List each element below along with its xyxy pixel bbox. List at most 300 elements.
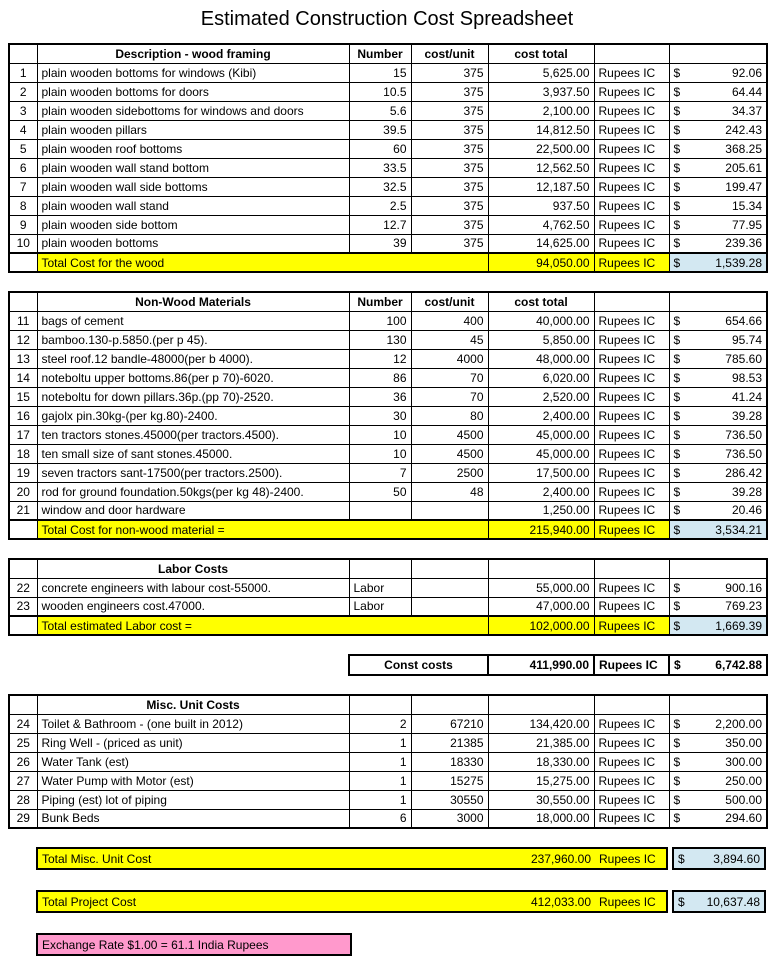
row-number-cell: 13: [9, 349, 37, 368]
description-cell: Water Pump with Motor (est): [37, 771, 349, 790]
usd-cell: [669, 597, 767, 616]
usd-amount: 1,669.39: [715, 618, 762, 633]
number-cell: 60: [349, 139, 411, 158]
dollar-sign: $: [673, 792, 681, 807]
row-number-cell: 4: [9, 120, 37, 139]
currency-cell: Rupees IC: [594, 177, 669, 196]
usd-cell: [669, 444, 767, 463]
usd-amount: 199.47: [725, 179, 762, 194]
table-row: [9, 425, 767, 444]
currency-cell: Rupees IC: [594, 444, 669, 463]
blank-cell: [9, 616, 37, 635]
description-cell: Bunk Beds: [37, 809, 349, 828]
currency-cell: Rupees IC: [594, 368, 669, 387]
cost-unit-cell: 30550: [411, 790, 488, 809]
description-cell: window and door hardware: [37, 501, 349, 520]
table-row: [9, 349, 767, 368]
col-header-number: Number: [349, 44, 411, 63]
usd-cell: [669, 578, 767, 597]
table-row: [9, 82, 767, 101]
cost-unit-cell: 18330: [411, 752, 488, 771]
description-cell: gajolx pin.30kg-(per kg.80)-2400.: [37, 406, 349, 425]
usd-cell: [669, 790, 767, 809]
currency-cell: Rupees IC: [594, 63, 669, 82]
usd-cell: [669, 368, 767, 387]
usd-cell: [669, 215, 767, 234]
number-cell: 2: [349, 714, 411, 733]
usd-cell: [669, 771, 767, 790]
description-cell: plain wooden wall stand: [37, 196, 349, 215]
col-header-usd: [669, 559, 767, 578]
usd-amount: 300.00: [725, 754, 762, 769]
usd-cell: [669, 733, 767, 752]
table-row: [9, 177, 767, 196]
const-costs-amount: 411,990.00: [488, 655, 594, 675]
total-label: Total Cost for the wood: [37, 253, 488, 272]
cost-unit-cell: 48: [411, 482, 488, 501]
row-number-cell: 27: [9, 771, 37, 790]
const-costs-row: [348, 654, 768, 676]
cost-total-cell: 5,850.00: [488, 330, 594, 349]
number-cell: 1: [349, 771, 411, 790]
dollar-sign: $: [673, 599, 681, 614]
usd-amount: 64.44: [731, 84, 762, 99]
row-number-cell: 9: [9, 215, 37, 234]
usd-cell: [669, 330, 767, 349]
row-number-cell: 10: [9, 234, 37, 253]
dollar-sign: $: [673, 103, 681, 118]
col-header-currency: [594, 559, 669, 578]
row-number-cell: 15: [9, 387, 37, 406]
currency-cell: Rupees IC: [594, 234, 669, 253]
description-cell: Water Tank (est): [37, 752, 349, 771]
table-row: [9, 120, 767, 139]
number-cell: 2.5: [349, 196, 411, 215]
usd-amount: 41.24: [731, 389, 762, 404]
description-cell: Toilet & Bathroom - (one built in 2012): [37, 714, 349, 733]
total-project-cost-row: [36, 890, 766, 913]
col-header-number: [349, 559, 411, 578]
cost-unit-cell: 70: [411, 368, 488, 387]
usd-amount: 250.00: [725, 773, 762, 788]
dollar-sign: $: [673, 122, 681, 137]
dollar-sign: $: [678, 894, 685, 909]
number-cell: 1: [349, 733, 411, 752]
table-row: [9, 368, 767, 387]
row-number-cell: 29: [9, 809, 37, 828]
total-amount: 94,050.00: [488, 253, 594, 272]
total-amount: 412,033.00: [530, 894, 591, 909]
cost-total-cell: 2,100.00: [488, 101, 594, 120]
total-usd-cell: [669, 520, 767, 539]
currency-cell: Rupees IC: [594, 349, 669, 368]
usd-cell: [669, 120, 767, 139]
exchange-rate-note: [36, 933, 352, 956]
blank-cell: [9, 520, 37, 539]
currency-cell: Rupees IC: [594, 158, 669, 177]
usd-amount: 98.53: [731, 370, 762, 385]
total-amount: 215,940.00: [488, 520, 594, 539]
currency-cell: Rupees IC: [594, 809, 669, 828]
currency-cell: Rupees IC: [594, 463, 669, 482]
usd-amount: 736.50: [725, 446, 762, 461]
row-number-cell: 2: [9, 82, 37, 101]
usd-amount: 350.00: [725, 735, 762, 750]
dollar-sign: $: [674, 658, 681, 672]
cost-unit-cell: 70: [411, 387, 488, 406]
usd-cell: [669, 349, 767, 368]
cost-unit-cell: 375: [411, 139, 488, 158]
table-row: [9, 63, 767, 82]
col-header-cost-unit: [411, 559, 488, 578]
usd-amount: 15.34: [731, 198, 762, 213]
dollar-sign: $: [673, 465, 681, 480]
exchange-rate-text: Exchange Rate $1.00 = 61.1 India Rupees: [42, 937, 269, 952]
currency-cell: Rupees IC: [594, 82, 669, 101]
dollar-sign: $: [673, 160, 681, 175]
table-row: [9, 158, 767, 177]
usd-amount: 77.95: [731, 217, 762, 232]
col-header-number: [349, 695, 411, 714]
table-row: [9, 234, 767, 253]
table-row: [9, 139, 767, 158]
number-cell: 50: [349, 482, 411, 501]
page-title: Estimated Construction Cost Spreadsheet: [200, 8, 574, 30]
description-cell: ten small size of sant stones.45000.: [37, 444, 349, 463]
cost-unit-cell: 4500: [411, 444, 488, 463]
dollar-sign: $: [673, 408, 681, 423]
table-row: [9, 733, 767, 752]
dollar-sign: $: [673, 198, 681, 213]
description-cell: plain wooden roof bottoms: [37, 139, 349, 158]
table-row: [9, 501, 767, 520]
table-row: [9, 597, 767, 616]
row-number-cell: 8: [9, 196, 37, 215]
table-row: [9, 311, 767, 330]
cost-unit-cell: 45: [411, 330, 488, 349]
wood-total-row: [9, 253, 767, 272]
col-header-cost-total: [488, 695, 594, 714]
section-title-labor: Labor Costs: [37, 559, 349, 578]
usd-cell: [669, 387, 767, 406]
currency-cell: Rupees IC: [594, 215, 669, 234]
currency-cell: Rupees IC: [594, 733, 669, 752]
number-cell: 36: [349, 387, 411, 406]
table-row: [9, 482, 767, 501]
currency-cell: Rupees IC: [594, 578, 669, 597]
total-label: Total Cost for non-wood material =: [37, 520, 488, 539]
cost-unit-cell: 375: [411, 177, 488, 196]
currency-cell: Rupees IC: [594, 387, 669, 406]
total-usd-cell: [669, 253, 767, 272]
cost-total-cell: 15,275.00: [488, 771, 594, 790]
usd-cell: [669, 177, 767, 196]
dollar-sign: $: [673, 255, 681, 270]
non-wood-table: [8, 291, 768, 540]
table-row: [9, 387, 767, 406]
currency-cell: Rupees IC: [594, 714, 669, 733]
usd-amount: 2,200.00: [715, 716, 762, 731]
col-header-number: Number: [349, 292, 411, 311]
dollar-sign: $: [673, 141, 681, 156]
labor-header-row: [9, 559, 767, 578]
dollar-sign: $: [673, 370, 681, 385]
currency-cell: Rupees IC: [594, 597, 669, 616]
cost-total-cell: 2,520.00: [488, 387, 594, 406]
currency-cell: Rupees IC: [594, 139, 669, 158]
usd-amount: 500.00: [725, 792, 762, 807]
usd-amount: 6,742.88: [715, 658, 762, 672]
cost-unit-cell: [411, 597, 488, 616]
currency-cell: Rupees IC: [594, 406, 669, 425]
section-title-nonwood: Non-Wood Materials: [37, 292, 349, 311]
currency-cell: Rupees IC: [594, 101, 669, 120]
corner-cell: [9, 559, 37, 578]
usd-cell: [669, 714, 767, 733]
cost-total-cell: 30,550.00: [488, 790, 594, 809]
cost-total-cell: 12,562.50: [488, 158, 594, 177]
usd-amount: 39.28: [731, 408, 762, 423]
usd-cell: [669, 752, 767, 771]
dollar-sign: $: [673, 522, 681, 537]
usd-amount: 3,894.60: [713, 851, 760, 866]
col-header-usd: [669, 44, 767, 63]
usd-amount: 3,534.21: [715, 522, 762, 537]
cost-total-cell: 47,000.00: [488, 597, 594, 616]
description-cell: plain wooden side bottom: [37, 215, 349, 234]
total-label: Total estimated Labor cost =: [37, 616, 488, 635]
cost-total-cell: 134,420.00: [488, 714, 594, 733]
description-cell: noteboltu upper bottoms.86(per p 70)-6020.: [37, 368, 349, 387]
description-cell: Piping (est) lot of piping: [37, 790, 349, 809]
dollar-sign: $: [673, 236, 681, 251]
corner-cell: [9, 695, 37, 714]
description-cell: plain wooden wall stand bottom: [37, 158, 349, 177]
table-row: [9, 790, 767, 809]
total-currency: Rupees IC: [599, 851, 656, 866]
description-cell: plain wooden wall side bottoms: [37, 177, 349, 196]
col-header-usd: [669, 292, 767, 311]
cost-unit-cell: [411, 578, 488, 597]
description-cell: plain wooden sidebottoms for windows and doors: [37, 101, 349, 120]
total-amount: 102,000.00: [488, 616, 594, 635]
table-row: [9, 444, 767, 463]
usd-amount: 1,539.28: [715, 255, 762, 270]
cost-unit-cell: 375: [411, 215, 488, 234]
cost-unit-cell: 4000: [411, 349, 488, 368]
usd-cell: [669, 311, 767, 330]
table-row: [9, 196, 767, 215]
row-number-cell: 5: [9, 139, 37, 158]
const-costs-usd-cell: [669, 655, 767, 675]
usd-cell: [669, 501, 767, 520]
cost-total-cell: 2,400.00: [488, 406, 594, 425]
dollar-sign: $: [678, 851, 685, 866]
cost-total-cell: 14,625.00: [488, 234, 594, 253]
cost-total-cell: 17,500.00: [488, 463, 594, 482]
description-cell: seven tractors sant-17500(per tractors.2500).: [37, 463, 349, 482]
row-number-cell: 22: [9, 578, 37, 597]
non-wood-header-row: [9, 292, 767, 311]
number-cell: 86: [349, 368, 411, 387]
usd-cell: [669, 158, 767, 177]
col-header-currency: [594, 695, 669, 714]
cost-total-cell: 12,187.50: [488, 177, 594, 196]
total-currency: Rupees IC: [599, 894, 656, 909]
total-misc-unit-cost-row: [36, 847, 766, 870]
cost-total-cell: 45,000.00: [488, 425, 594, 444]
dollar-sign: $: [673, 217, 681, 232]
total-misc-bar: [36, 847, 668, 870]
row-number-cell: 26: [9, 752, 37, 771]
number-cell: 32.5: [349, 177, 411, 196]
section-title-wood: Description - wood framing: [37, 44, 349, 63]
dollar-sign: $: [673, 811, 681, 826]
usd-amount: 239.36: [725, 236, 762, 251]
row-number-cell: 3: [9, 101, 37, 120]
row-number-cell: 24: [9, 714, 37, 733]
number-cell: 30: [349, 406, 411, 425]
cost-unit-cell: 67210: [411, 714, 488, 733]
cost-total-cell: 18,330.00: [488, 752, 594, 771]
currency-cell: Rupees IC: [594, 790, 669, 809]
cost-total-cell: 55,000.00: [488, 578, 594, 597]
cost-unit-cell: 375: [411, 120, 488, 139]
dollar-sign: $: [673, 754, 681, 769]
dollar-sign: $: [673, 484, 681, 499]
section-title-misc: Misc. Unit Costs: [37, 695, 349, 714]
dollar-sign: $: [673, 84, 681, 99]
currency-cell: Rupees IC: [594, 120, 669, 139]
cost-unit-cell: 3000: [411, 809, 488, 828]
cost-unit-cell: 2500: [411, 463, 488, 482]
usd-amount: 20.46: [731, 503, 762, 518]
description-cell: concrete engineers with labour cost-55000.: [37, 578, 349, 597]
const-costs-currency: Rupees IC: [594, 655, 669, 675]
cost-unit-cell: 21385: [411, 733, 488, 752]
dollar-sign: $: [673, 351, 681, 366]
misc-header-row: [9, 695, 767, 714]
const-costs-label: Const costs: [349, 655, 488, 675]
wood-framing-table: [8, 43, 768, 273]
row-number-cell: 17: [9, 425, 37, 444]
total-amount: 237,960.00: [530, 851, 591, 866]
total-currency: Rupees IC: [594, 253, 669, 272]
cost-total-cell: 6,020.00: [488, 368, 594, 387]
cost-total-cell: 5,625.00: [488, 63, 594, 82]
row-number-cell: 19: [9, 463, 37, 482]
dollar-sign: $: [673, 773, 681, 788]
corner-cell: [9, 292, 37, 311]
row-number-cell: 7: [9, 177, 37, 196]
corner-cell: [9, 44, 37, 63]
row-number-cell: 23: [9, 597, 37, 616]
non-wood-total-row: [9, 520, 767, 539]
description-cell: rod for ground foundation.50kgs(per kg 48)-2400.: [37, 482, 349, 501]
cost-unit-cell: 375: [411, 158, 488, 177]
usd-cell: [669, 101, 767, 120]
cost-total-cell: 937.50: [488, 196, 594, 215]
total-project-usd-cell: [672, 890, 766, 913]
number-cell: Labor: [349, 578, 411, 597]
usd-cell: [669, 234, 767, 253]
usd-cell: [669, 63, 767, 82]
row-number-cell: 20: [9, 482, 37, 501]
row-number-cell: 21: [9, 501, 37, 520]
cost-total-cell: 3,937.50: [488, 82, 594, 101]
number-cell: 10: [349, 444, 411, 463]
cost-unit-cell: 15275: [411, 771, 488, 790]
cost-total-cell: 1,250.00: [488, 501, 594, 520]
cost-total-cell: 22,500.00: [488, 139, 594, 158]
labor-costs-table: [8, 558, 768, 636]
usd-cell: [669, 196, 767, 215]
cost-unit-cell: 375: [411, 101, 488, 120]
usd-amount: 92.06: [731, 65, 762, 80]
cost-total-cell: 14,812.50: [488, 120, 594, 139]
cost-total-cell: 2,400.00: [488, 482, 594, 501]
total-currency: Rupees IC: [594, 520, 669, 539]
description-cell: bags of cement: [37, 311, 349, 330]
number-cell: 5.6: [349, 101, 411, 120]
col-header-cost-unit: cost/unit: [411, 292, 488, 311]
col-header-cost-unit: cost/unit: [411, 44, 488, 63]
usd-cell: [669, 482, 767, 501]
dollar-sign: $: [673, 313, 681, 328]
currency-cell: Rupees IC: [594, 425, 669, 444]
description-cell: noteboltu for down pillars.36p.(pp 70)-2520.: [37, 387, 349, 406]
number-cell: 39.5: [349, 120, 411, 139]
number-cell: 15: [349, 63, 411, 82]
usd-amount: 242.43: [725, 122, 762, 137]
dollar-sign: $: [673, 427, 681, 442]
cost-unit-cell: 375: [411, 82, 488, 101]
usd-amount: 205.61: [725, 160, 762, 175]
col-header-cost-unit: [411, 695, 488, 714]
usd-cell: [669, 82, 767, 101]
dollar-sign: $: [673, 618, 681, 633]
description-cell: Ring Well - (priced as unit): [37, 733, 349, 752]
table-row: [9, 714, 767, 733]
table-row: [9, 406, 767, 425]
currency-cell: Rupees IC: [594, 752, 669, 771]
number-cell: Labor: [349, 597, 411, 616]
usd-amount: 785.60: [725, 351, 762, 366]
dollar-sign: $: [673, 332, 681, 347]
number-cell: 6: [349, 809, 411, 828]
number-cell: 12.7: [349, 215, 411, 234]
usd-amount: 900.16: [725, 580, 762, 595]
usd-amount: 368.25: [725, 141, 762, 156]
table-row: [9, 101, 767, 120]
misc-unit-costs-table: [8, 694, 768, 829]
description-cell: bamboo.130-p.5850.(per p 45).: [37, 330, 349, 349]
number-cell: 100: [349, 311, 411, 330]
currency-cell: Rupees IC: [594, 501, 669, 520]
blank-cell: [9, 253, 37, 272]
table-row: [9, 330, 767, 349]
row-number-cell: 18: [9, 444, 37, 463]
usd-amount: 10,637.48: [706, 894, 760, 909]
col-header-cost-total: cost total: [488, 292, 594, 311]
dollar-sign: $: [673, 580, 681, 595]
total-usd-cell: [669, 616, 767, 635]
row-number-cell: 1: [9, 63, 37, 82]
dollar-sign: $: [673, 65, 681, 80]
usd-amount: 95.74: [731, 332, 762, 347]
total-project-bar: [36, 890, 668, 913]
cost-total-cell: 21,385.00: [488, 733, 594, 752]
